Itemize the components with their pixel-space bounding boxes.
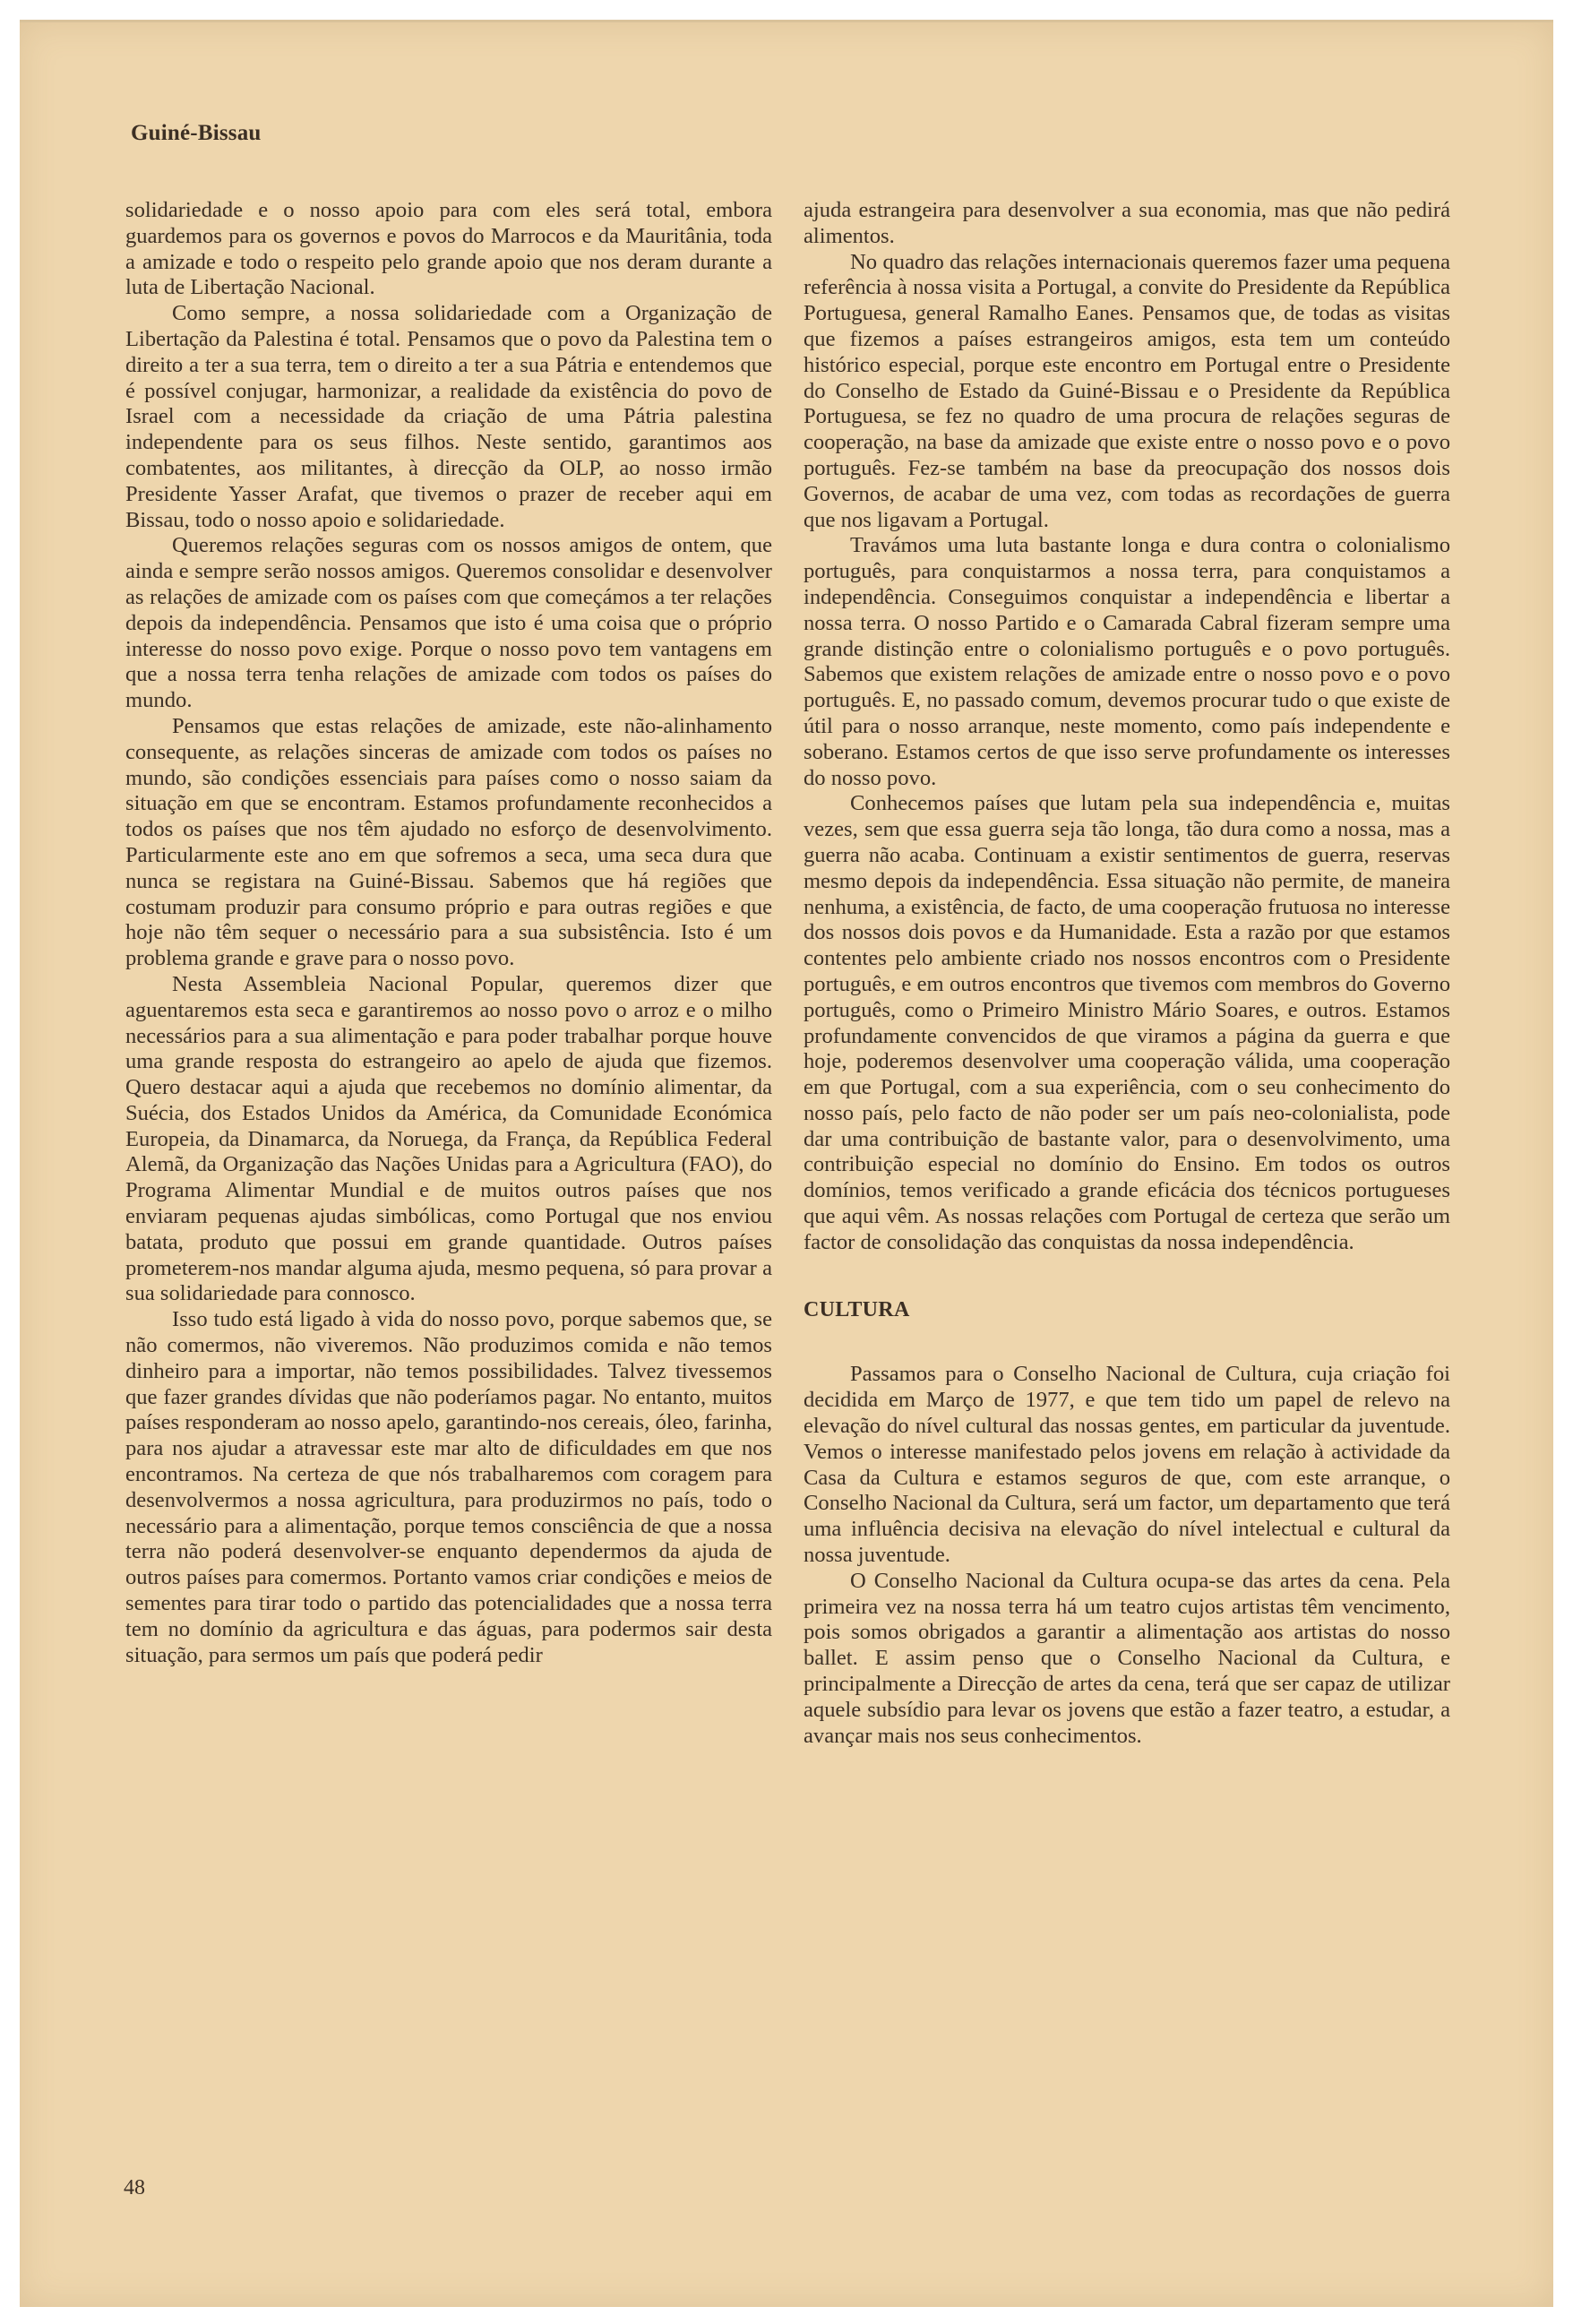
paragraph: solidariedade e o nosso apoio para com eles será total, embora guardemos para os governos e povos do Marrocos e da Mauritânia, toda a amizade e todo o respeito pelo grande apoio que nos deram durante a luta de Libertação Nacional. (125, 198, 772, 300)
section-heading: CULTURA (804, 1297, 910, 1321)
paragraph: Nesta Assembleia Nacional Popular, queremos dizer que aguentaremos esta seca e garantiremos ao nosso povo o arroz e o milho necessários para a sua alimentação e para poder trabalhar porque houve uma grande resposta do estrangeiro ao apelo de ajuda que fizemos. Quero destacar aqui a ajuda que recebemos no domínio alimentar, da Suécia, dos Estados Unidos da América, da Comunidade Económica Europeia, da Dinamarca, da Noruega, da França, da República Federal Alemã, da Organização das Nações Unidas para a Agricultura (FAO), do Programa Alimentar Mundial e de muitos outros países que nos enviaram pequenas ajudas simbólicas, como Portugal que nos enviou batata, produto que possui em grande quantidade. Outros países prometerem-nos mandar alguma ajuda, mesmo pequena, só para provar a sua solidariedade para connosco. (125, 971, 772, 1306)
document-page (20, 20, 1553, 2307)
paragraph: Como sempre, a nossa solidariedade com a Organização de Libertação da Palestina é total. Pensamos que o povo da Palestina tem o direito a ter a sua terra, tem o direito a ter a sua Pátria e entendemos que é possível conjugar, harmonizar, a realidade da existência do povo de Israel com a necessidade da criação de uma Pátria palestina independente para os seus filhos. Neste sentido, garantimos aos combatentes, aos militantes, à direcção da OLP, ao nosso irmão Presidente Yasser Arafat, que tivemos o prazer de receber aqui em Bissau, todo o nosso apoio e solidariedade. (125, 301, 772, 532)
paragraph: No quadro das relações internacionais queremos fazer uma pequena referência à nossa visita a Portugal, a convite do Presidente da República Portuguesa, general Ramalho Eanes. Pensamos que, de todas as visitas que fizemos a países estrangeiros amigos, esta tem um conteúdo histórico especial, porque este encontro em Portugal entre o Presidente do Conselho de Estado da Guiné-Bissau e o Presidente da República Portuguesa, se fez no quadro de uma procura de relações seguras de cooperação, na base da amizade que existe entre o nosso povo e o povo português. Fez-se também na base da preocupação dos nossos dois Governos, de acabar de uma vez, com todas as recordações de guerra que nos ligavam a Portugal. (804, 249, 1450, 532)
paragraph: Travámos uma luta bastante longa e dura contra o colonialismo português, para conquistarmos a nossa terra, para conquistamos a independência. Conseguimos conquistar a independência e libertar a nossa terra. O nosso Partido e o Camarada Cabral fizeram sempre uma grande distinção entre o colonialismo português e o povo português. Sabemos que existem relações de amizade entre o nosso povo e o povo português. E, no passado comum, devemos procurar tudo o que existe de útil para o nosso arranque, neste momento, como país independente e soberano. Estamos certos de que isso serve profundamente os interesses do nosso povo. (804, 533, 1450, 790)
paragraph: Isso tudo está ligado à vida do nosso povo, porque sabemos que, se não comermos, não viveremos. Não produzimos comida e não temos dinheiro para a importar, não temos possibilidades. Talvez tivessemos que fazer grandes dívidas que não poderíamos pagar. No entanto, muitos países responderam ao nosso apelo, garantindo-nos cereais, óleo, farinha, para nos ajudar a atravessar este mar alto de dificuldades em que nos encontramos. Na certeza de que nós trabalharemos com coragem para desenvolvermos a nossa agricultura, para produzirmos no país, todo o necessário para a alimentação, porque temos consciência de que a nossa terra não poderá desenvolver-se enquanto dependermos da ajuda de outros países para comermos. Portanto vamos criar condições e meios de sementes para tirar todo o partido das potencialidades que a nossa terra tem no domínio da agricultura e das águas, para podermos sair desta situação, para sermos um país que poderá pedir (125, 1307, 772, 1667)
right-column (804, 198, 1450, 1749)
running-title: Guiné-Bissau (131, 121, 262, 145)
paragraph: ajuda estrangeira para desenvolver a sua economia, mas que não pedirá alimentos. (804, 198, 1450, 248)
paragraph: Pensamos que estas relações de amizade, este não-alinhamento consequente, as relações sinceras de amizade com todos os países no mundo, são condições essenciais para países como o nosso saiam da situação em que se encontram. Estamos profundamente reconhecidos a todos os países que nos têm ajudado no esforço de desenvolvimento. Particularmente este ano em que sofremos a seca, uma seca dura que nunca se registara na Guiné-Bissau. Sabemos que há regiões que costumam produzir para consumo próprio e para outras regiões e que hoje não têm sequer o necessário para a sua subsistência. Isto é um problema grande e grave para o nosso povo. (125, 713, 772, 971)
paragraph: O Conselho Nacional da Cultura ocupa-se das artes da cena. Pela primeira vez na nossa terra há um teatro cujos artistas têm vencimento, pois somos obrigados a garantir a alimentação aos artistas do nosso ballet. E assim penso que o Conselho Nacional da Cultura, e principalmente a Direcção de artes da cena, terá que ser capaz de utilizar aquele subsídio para levar os jovens que estão a fazer teatro, a estudar, a avançar mais nos seus conhecimentos. (804, 1568, 1450, 1748)
paragraph: Passamos para o Conselho Nacional de Cultura, cuja criação foi decidida em Março de 1977, e que tem tido um papel de relevo na elevação do nível cultural das nossas gentes, em particular da juventude. Vemos o interesse manifestado pelos jovens em relação à actividade da Casa da Cultura e estamos seguros de que, com este arranque, o Conselho Nacional da Cultura, será um factor, um departamento que terá uma influência decisiva na elevação do nível intelectual e cultural da nossa juventude. (804, 1362, 1450, 1568)
page-number: 48 (124, 2176, 145, 2199)
left-column (125, 198, 772, 1668)
paragraph: Queremos relações seguras com os nossos amigos de ontem, que ainda e sempre serão nossos amigos. Queremos consolidar e desenvolver as relações de amizade com os países com que começámos a ter relações depois da independência. Pensamos que isto é uma coisa que o próprio interesse do nosso povo exige. Porque o nosso povo tem vantagens em que a nossa terra tenha relações de amizade com todos os países do mundo. (125, 533, 772, 713)
paragraph: Conhecemos países que lutam pela sua independência e, muitas vezes, sem que essa guerra seja tão longa, tão dura como a nossa, mas a guerra não acaba. Continuam a existir sentimentos de guerra, reservas mesmo depois da independência. Essa situação não permite, de maneira nenhuma, a existência, de facto, de uma cooperação frutuosa no interesse dos nossos dois povos e da Humanidade. Esta a razão por que estamos contentes pelo ambiente criado nos nossos encontros com o Presidente português, e em outros encontros que tivemos com membros do Governo português, como o Primeiro Ministro Mário Soares, e outros. Estamos profundamente convencidos de que viramos a página da guerra e que hoje, poderemos desenvolver uma cooperação válida, uma cooperação em que Portugal, com a sua experiência, com o seu conhecimento do nosso país, pelo facto de não poder ser um país neo-colonialista, pode dar uma contribuição de bastante valor, para o desenvolvimento, uma contribuição especial no domínio do Ensino. Em todos os outros domínios, temos verificado a grande eficácia dos técnicos portugueses que aqui vêm. As nossas relações com Portugal de certeza que serão um factor de consolidação das conquistas da nossa independência. (804, 791, 1450, 1254)
